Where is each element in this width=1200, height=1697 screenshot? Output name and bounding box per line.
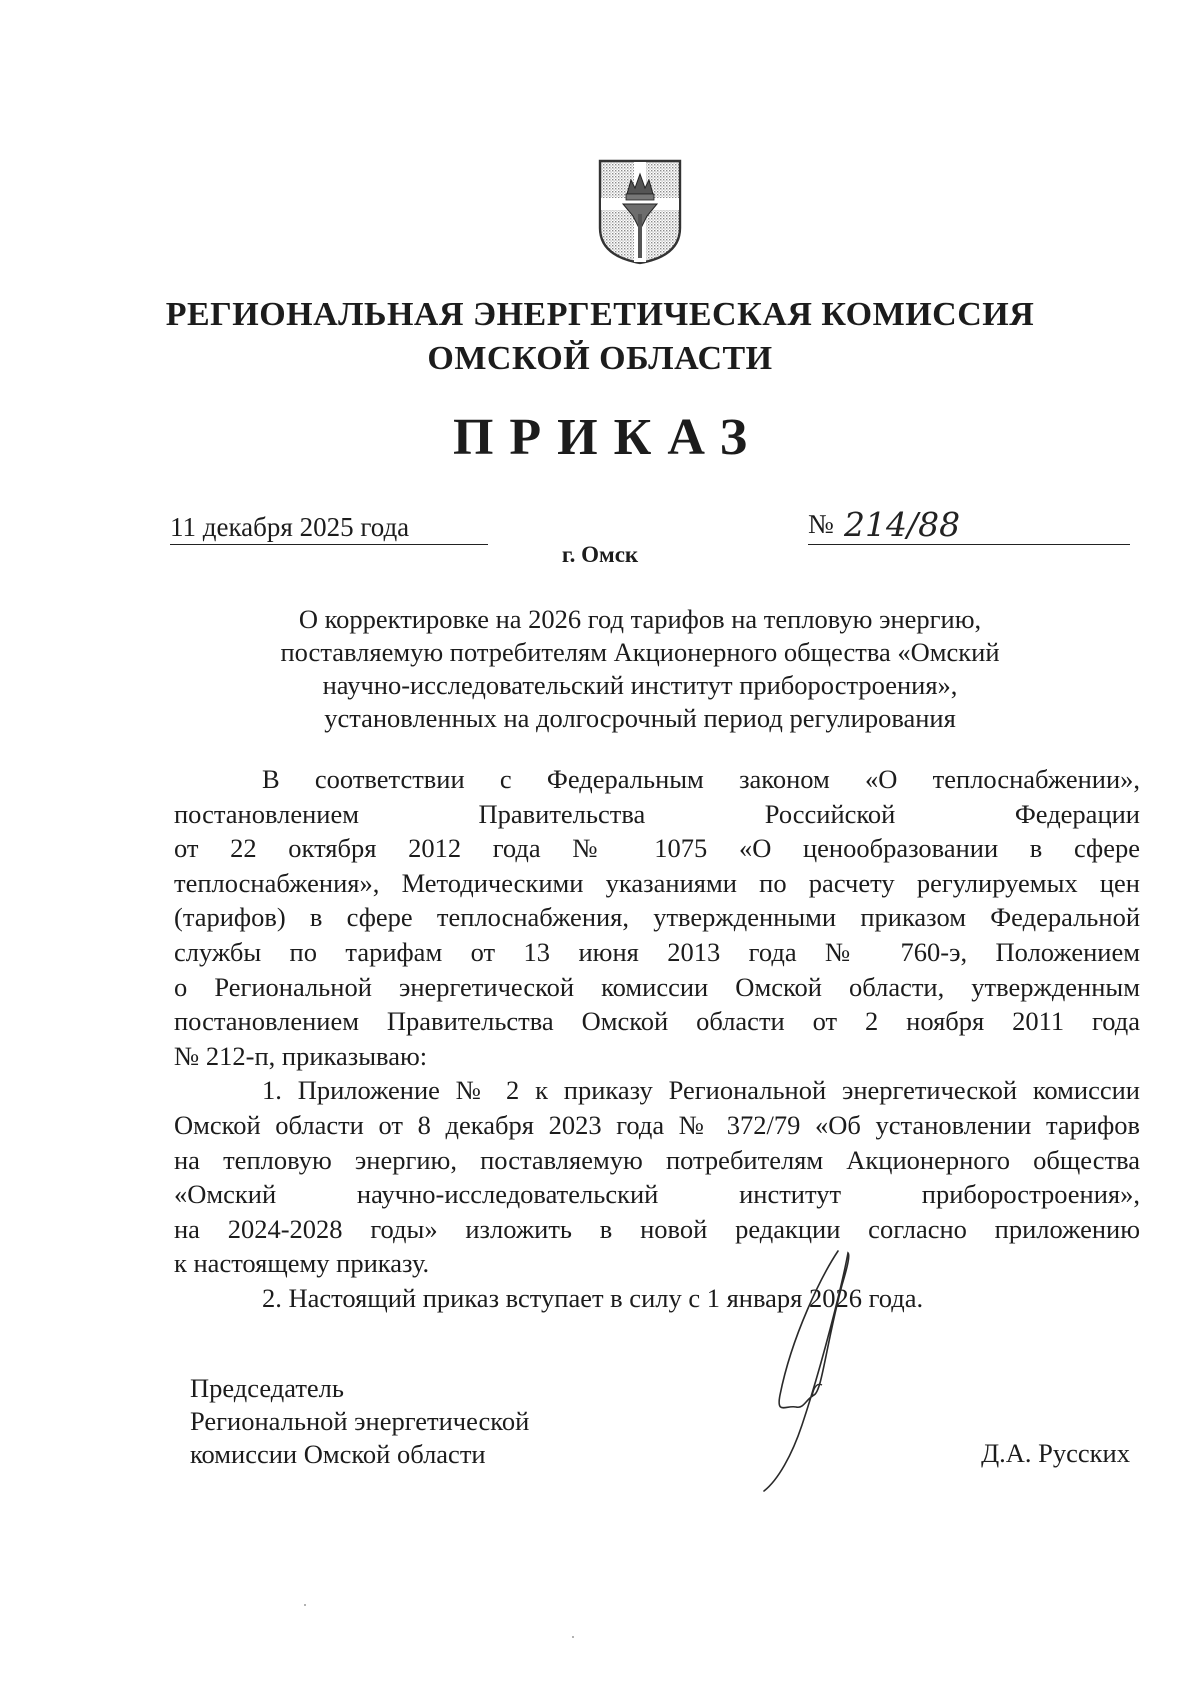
body-line: 1. Приложение № 2 к приказу Региональной энергетической комиссии [262,1075,1140,1106]
body-line: от 22 октября 2012 года № 1075 «О ценообразовании в сфере [174,833,1140,864]
body-line: (тарифов) в сфере теплоснабжения, утвержденными приказом Федеральной [174,902,1140,933]
omsk-coat-of-arms-icon [597,158,683,266]
body-line: службы по тарифам от 13 июня 2013 года № 760-э, Положением [174,936,1140,967]
body-line: теплоснабжения», Методическими указаниями по расчету регулируемых цен [174,867,1140,898]
body-line: Омской области от 8 декабря 2023 года № 372/79 «Об установлении тарифов [174,1109,1140,1140]
document-body [174,762,1140,1316]
signatory-title [190,1372,529,1471]
document-date: 11 декабря 2025 года [170,512,488,545]
body-line: постановлением Правительства Омской области от 2 ноября 2011 года [174,1006,1140,1037]
document-city: г. Омск [561,542,639,567]
document-type-title: ПРИКАЗ [452,409,764,466]
body-line: на 2024-2028 годы» изложить в новой редакции согласно приложению [174,1213,1140,1244]
number-sign: № [808,509,834,539]
organization-name-line1: РЕГИОНАЛЬНАЯ ЭНЕРГЕТИЧЕСКАЯ КОМИССИЯ [165,296,1035,333]
body-line: на тепловую энергию, поставляемую потребителям Акционерного общества [174,1144,1140,1175]
document-subject [200,603,1080,735]
subject-line: научно-исследовательский институт приборостроения», [322,670,958,700]
subject-line: О корректировке на 2026 год тарифов на тепловую энергию, [298,604,982,634]
signatory-title-line: Председатель [190,1373,344,1403]
document-number-field [808,505,1130,545]
body-line: о Региональной энергетической комиссии Омской области, утвержденным [174,971,1140,1002]
subject-line: установленных на долгосрочный период регулирования [324,703,956,733]
scan-speck [572,1636,574,1638]
body-line: постановлением Правительства Российской Федерации [174,798,1140,829]
organization-name-line2: ОМСКОЙ ОБЛАСТИ [427,340,773,377]
body-line: № 212-п, приказываю: [174,1040,428,1071]
scan-speck [304,1604,306,1606]
subject-line: поставляемую потребителям Акционерного общества «Омский [280,637,1000,667]
signatory-name: Д.А. Русских [981,1438,1130,1468]
signatory-title-line: Региональной энергетической [190,1406,530,1436]
body-line: 2. Настоящий приказ вступает в силу с 1 января 2026 года. [262,1282,924,1313]
body-line: В соответствии с Федеральным законом «О теплоснабжении», [262,764,1140,794]
body-line: к настоящему приказу. [174,1248,430,1279]
signatory-title-line: комиссии Омской области [190,1439,486,1469]
handwritten-signature-icon [752,1245,872,1495]
document-number-handwritten: 214/88 [844,505,961,544]
body-line: «Омский научно-исследовательский институт приборостроения», [174,1179,1140,1210]
